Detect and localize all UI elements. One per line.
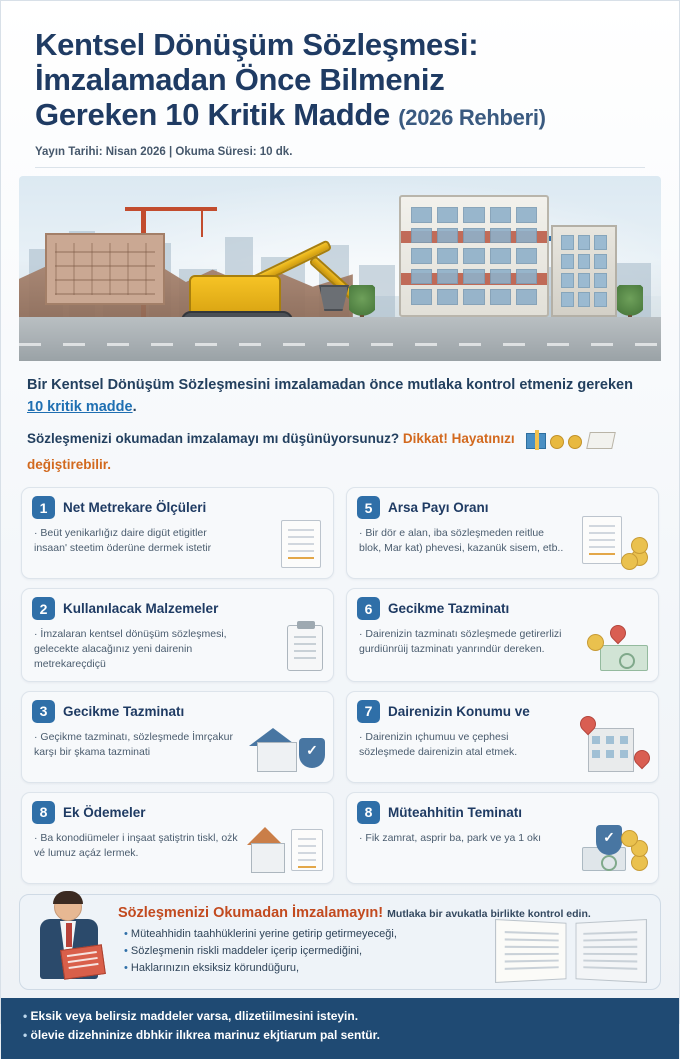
open-book-icon xyxy=(496,909,646,981)
clause-card[interactable] xyxy=(21,792,334,884)
card-title: Müteahhitin Teminatı xyxy=(388,804,522,820)
lawyer-illustration xyxy=(32,891,110,983)
old-building-wall xyxy=(45,233,165,305)
lead-warning-1: Dikkat! Hayatınızı xyxy=(402,430,515,446)
lead-text-after: . xyxy=(132,398,137,415)
hero-illustration xyxy=(19,176,661,361)
building-location-icon xyxy=(578,718,652,776)
road-dashes xyxy=(19,343,661,346)
title-suffix: (2026 Rehberi) xyxy=(398,105,546,131)
card-body-text: · Bir dör e alan, iba sözleşmeden reitlue blok, Mar kat) phevesi, kazanük sisem, etb.. xyxy=(359,527,564,554)
document-icon xyxy=(253,514,327,572)
card-number-badge: 8 xyxy=(32,801,55,824)
coin-icon xyxy=(568,435,582,449)
card-body-text: · İmzalaran kentsel dönüşüm sözleşmesi, gelecekte alacağınız yeni dairenin metrekareçdiçü xyxy=(34,628,227,670)
side-building xyxy=(551,225,617,317)
card-title: Net Metrekare Ölçüleri xyxy=(63,499,207,515)
clause-card[interactable] xyxy=(346,691,659,783)
new-building-windows xyxy=(411,207,537,305)
lead-icon-group xyxy=(526,432,614,455)
document-icon xyxy=(587,432,617,449)
footer-item: • Eksik veya belirsiz maddeler varsa, dlizetiilmesini isteyin. xyxy=(23,1007,657,1026)
tree-icon xyxy=(349,285,375,319)
clause-card[interactable] xyxy=(21,588,334,682)
card-number-badge: 3 xyxy=(32,700,55,723)
warning-panel xyxy=(19,894,661,990)
card-body-text: · Fik zamrat, asprir ba, park ve ya 1 okı xyxy=(359,831,542,844)
ground-road xyxy=(19,317,661,361)
card-title: Arsa Payı Oranı xyxy=(388,499,489,515)
title-line-1: Kentsel Dönüşüm Sözleşmesi: xyxy=(35,27,479,62)
new-building xyxy=(399,195,549,317)
card-number-badge: 2 xyxy=(32,597,55,620)
clipboard-icon xyxy=(253,617,327,675)
title-line-2: İmzalamadan Önce Bilmeniz xyxy=(35,62,445,98)
card-body-text: · Beüt yenikarlığız daire digüt etigitler insaan' steetim öderüne dermek istetir xyxy=(34,527,212,554)
card-title: Gecikme Tazminatı xyxy=(388,600,510,616)
clause-card[interactable] xyxy=(21,487,334,579)
gift-box-icon xyxy=(526,433,546,449)
header xyxy=(1,1,679,176)
card-title: Gecikme Tazminatı xyxy=(63,703,185,719)
card-number-badge: 6 xyxy=(357,597,380,620)
clause-card-grid xyxy=(1,477,679,884)
house-document-icon xyxy=(253,819,327,877)
lead-question xyxy=(1,419,679,478)
page-title xyxy=(35,27,645,132)
coin-icon xyxy=(550,435,564,449)
footer-strip xyxy=(1,998,679,1059)
card-title: Kullanılacak Malzemeler xyxy=(63,600,219,616)
shield-coins-icon xyxy=(578,819,652,877)
document-coins-icon xyxy=(578,514,652,572)
lead-question-text: Sözleşmenizi okumadan imzalamayı mı düşünüyorsunuz? xyxy=(27,430,403,446)
clause-card[interactable] xyxy=(346,792,659,884)
card-title: Ek Ödemeler xyxy=(63,804,146,820)
card-number-badge: 8 xyxy=(357,801,380,824)
warning-list-item: • Haklarınızın eksiksiz körundüğuru, xyxy=(124,960,452,977)
clause-card[interactable] xyxy=(346,588,659,682)
card-body-text: · Dairenizin ıçhumuu ve çephesi sözleşmede dairenizin atal etmek. xyxy=(359,730,518,758)
card-body-text: · Dairenizin tazminatı sözleşmede getirerlizi gurdiünrüij tazminatı yanrındür dereken. xyxy=(359,628,562,655)
card-number-badge: 5 xyxy=(357,496,380,519)
warning-list-item: • Sözleşmenin riskli maddeler içerip içermediğini, xyxy=(124,943,452,960)
lead-paragraph xyxy=(1,361,679,419)
banknote-location-icon xyxy=(578,617,652,675)
lead-warning-2: değiştirebilir. xyxy=(27,456,112,472)
card-title: Dairenizin Konumu ve xyxy=(388,703,530,719)
card-number-badge: 1 xyxy=(32,496,55,519)
lead-text-before: Bir Kentsel Dönüşüm Sözleşmesini imzalamadan önce mutlaka kontrol etmeniz gereken xyxy=(27,377,633,394)
publish-meta: Yayın Tarihi: Nisan 2026 | Okuma Süresi: 10 dk. xyxy=(35,146,645,168)
warning-list-item: • Müteahhidin taahhüklerini yerine getirip getirmeyeceği, xyxy=(124,926,452,943)
tree-icon xyxy=(617,285,643,319)
card-body-text: · Geçikme tazminatı, sözleşmede İmrçakur karşı bir şkama tazminati xyxy=(34,730,233,758)
card-number-badge: 7 xyxy=(357,700,380,723)
lead-highlight-link[interactable]: 10 kritik madde xyxy=(27,398,133,415)
clause-card[interactable] xyxy=(21,691,334,783)
house-shield-icon xyxy=(253,718,327,776)
title-line-3: Gereken 10 Kritik Madde xyxy=(35,97,390,133)
warning-subtitle: Mutlaka bir avukatla birlikte kontrol edin. xyxy=(387,907,591,920)
warning-title-text: Sözleşmenizi Okumadan İmzalamayın! xyxy=(118,904,384,921)
clause-card[interactable] xyxy=(346,487,659,579)
footer-item: • ölevie dizehninize dbhkir ilıkrea marinuz ekjtiarum pal sentür. xyxy=(23,1026,657,1045)
card-body-text: · Ba konodiümeler i inşaat şatiştrin tiskl, ożk vé lumuz açáz lermek. xyxy=(34,831,238,859)
